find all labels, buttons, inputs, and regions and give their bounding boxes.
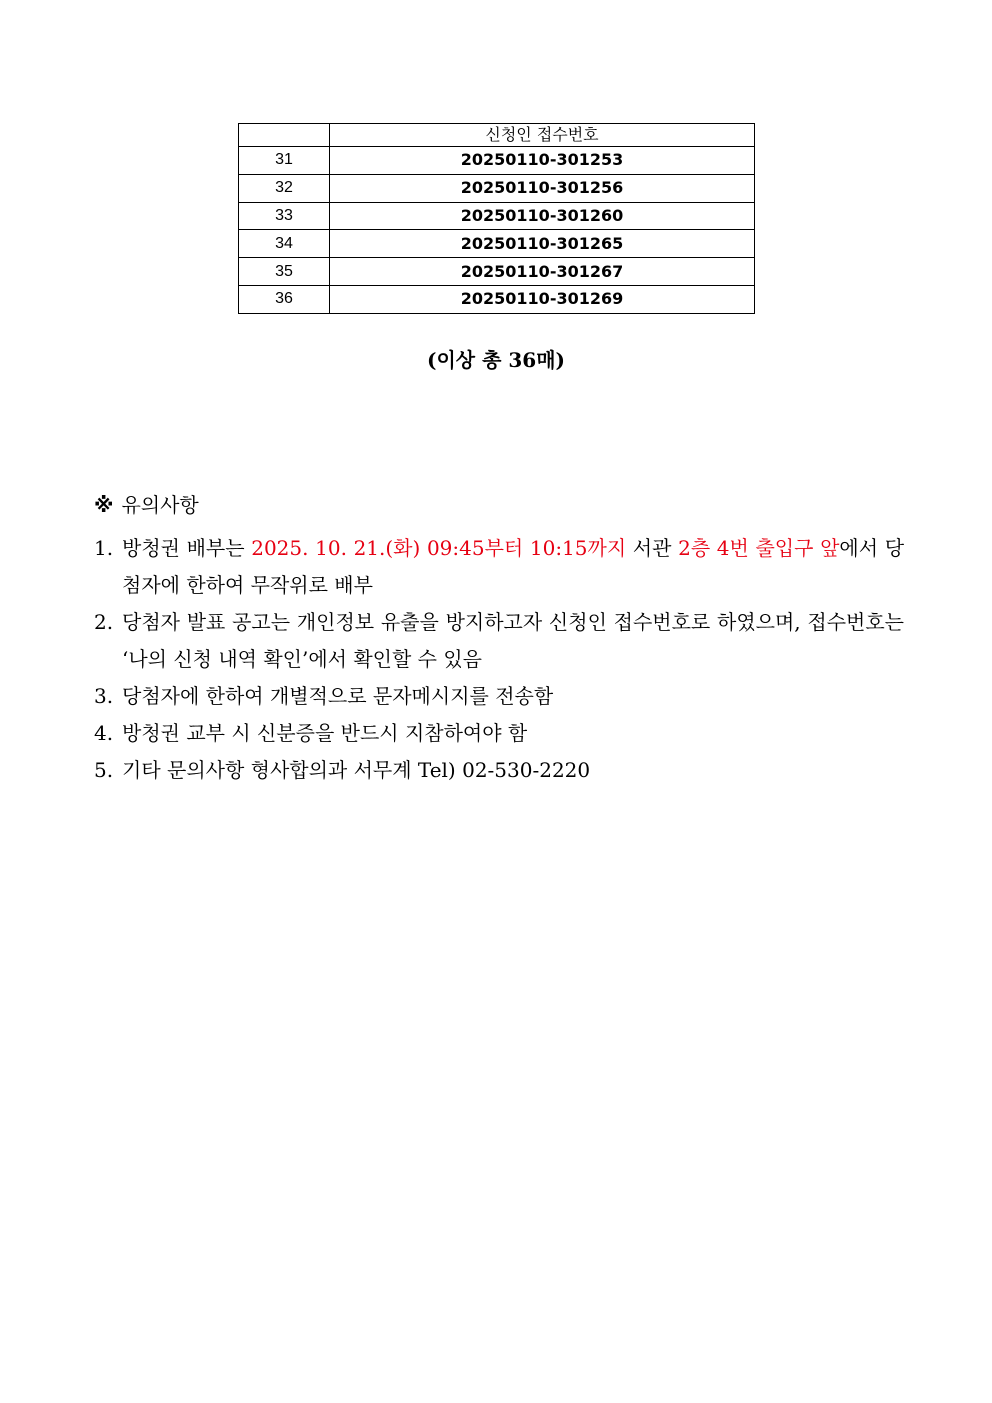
notice-list <box>94 530 904 789</box>
notice-text-segment: 에서 당첨자에 한하여 무작위로 배부 <box>122 536 905 597</box>
receipt-number: 20250110-301256 <box>330 174 755 202</box>
receipt-number: 20250110-301269 <box>330 285 755 313</box>
notice-item-text <box>122 752 904 789</box>
notice-text-segment: 당첨자 발표 공고는 개인정보 유출을 방지하고자 신청인 접수번호로 하였으며, 접수번호는 ‘나의 신청 내역 확인’에서 확인할 수 있음 <box>122 610 904 671</box>
table-header-row <box>239 124 755 147</box>
receipt-number: 20250110-301265 <box>330 230 755 258</box>
notice-text-segment: 당첨자에 한하여 개별적으로 문자메시지를 전송함 <box>122 684 554 708</box>
table-row <box>239 174 755 202</box>
header-number-cell <box>239 124 330 147</box>
notice-text-segment: 서관 <box>626 536 679 560</box>
highlighted-text: 2025. 10. 21.(화) 09:45부터 10:15까지 <box>251 536 627 560</box>
notice-item <box>94 678 904 715</box>
row-number: 35 <box>239 258 330 286</box>
header-receipt-number-cell: 신청인 접수번호 <box>330 124 755 147</box>
notice-item-text <box>122 678 904 715</box>
table-row <box>239 230 755 258</box>
notice-heading <box>94 487 904 524</box>
notice-item <box>94 530 904 604</box>
notice-item <box>94 752 904 789</box>
receipt-number-table <box>238 123 755 314</box>
receipt-number: 20250110-301253 <box>330 147 755 175</box>
row-number: 36 <box>239 285 330 313</box>
row-number: 32 <box>239 174 330 202</box>
notice-item-number: 3. <box>94 684 114 708</box>
table-row <box>239 285 755 313</box>
row-number: 33 <box>239 202 330 230</box>
receipt-number-table-container <box>238 123 755 314</box>
notice-text-segment: 기타 문의사항 형사합의과 서무계 Tel) 02-530-2220 <box>122 758 591 782</box>
notice-item-number: 2. <box>94 610 114 634</box>
highlighted-text: 2층 4번 출입구 앞 <box>678 536 840 560</box>
receipt-number: 20250110-301260 <box>330 202 755 230</box>
notice-title: 유의사항 <box>121 493 199 517</box>
reference-mark-icon: ※ <box>94 493 114 517</box>
notice-item-number: 1. <box>94 536 114 560</box>
notice-item <box>94 604 904 678</box>
receipt-number: 20250110-301267 <box>330 258 755 286</box>
notice-item-text <box>122 604 904 678</box>
notice-item-number: 5. <box>94 758 114 782</box>
table-row <box>239 202 755 230</box>
row-number: 34 <box>239 230 330 258</box>
notice-section <box>94 487 904 789</box>
notice-item-number: 4. <box>94 721 114 745</box>
notice-item <box>94 715 904 752</box>
table-row <box>239 147 755 175</box>
total-count-text: (이상 총 36매) <box>427 348 565 372</box>
notice-text-segment: 방청권 교부 시 신분증을 반드시 지참하여야 함 <box>122 721 528 745</box>
table-row <box>239 258 755 286</box>
notice-item-text <box>122 530 904 604</box>
notice-item-text <box>122 715 904 752</box>
notice-text-segment: 방청권 배부는 <box>122 536 252 560</box>
row-number: 31 <box>239 147 330 175</box>
